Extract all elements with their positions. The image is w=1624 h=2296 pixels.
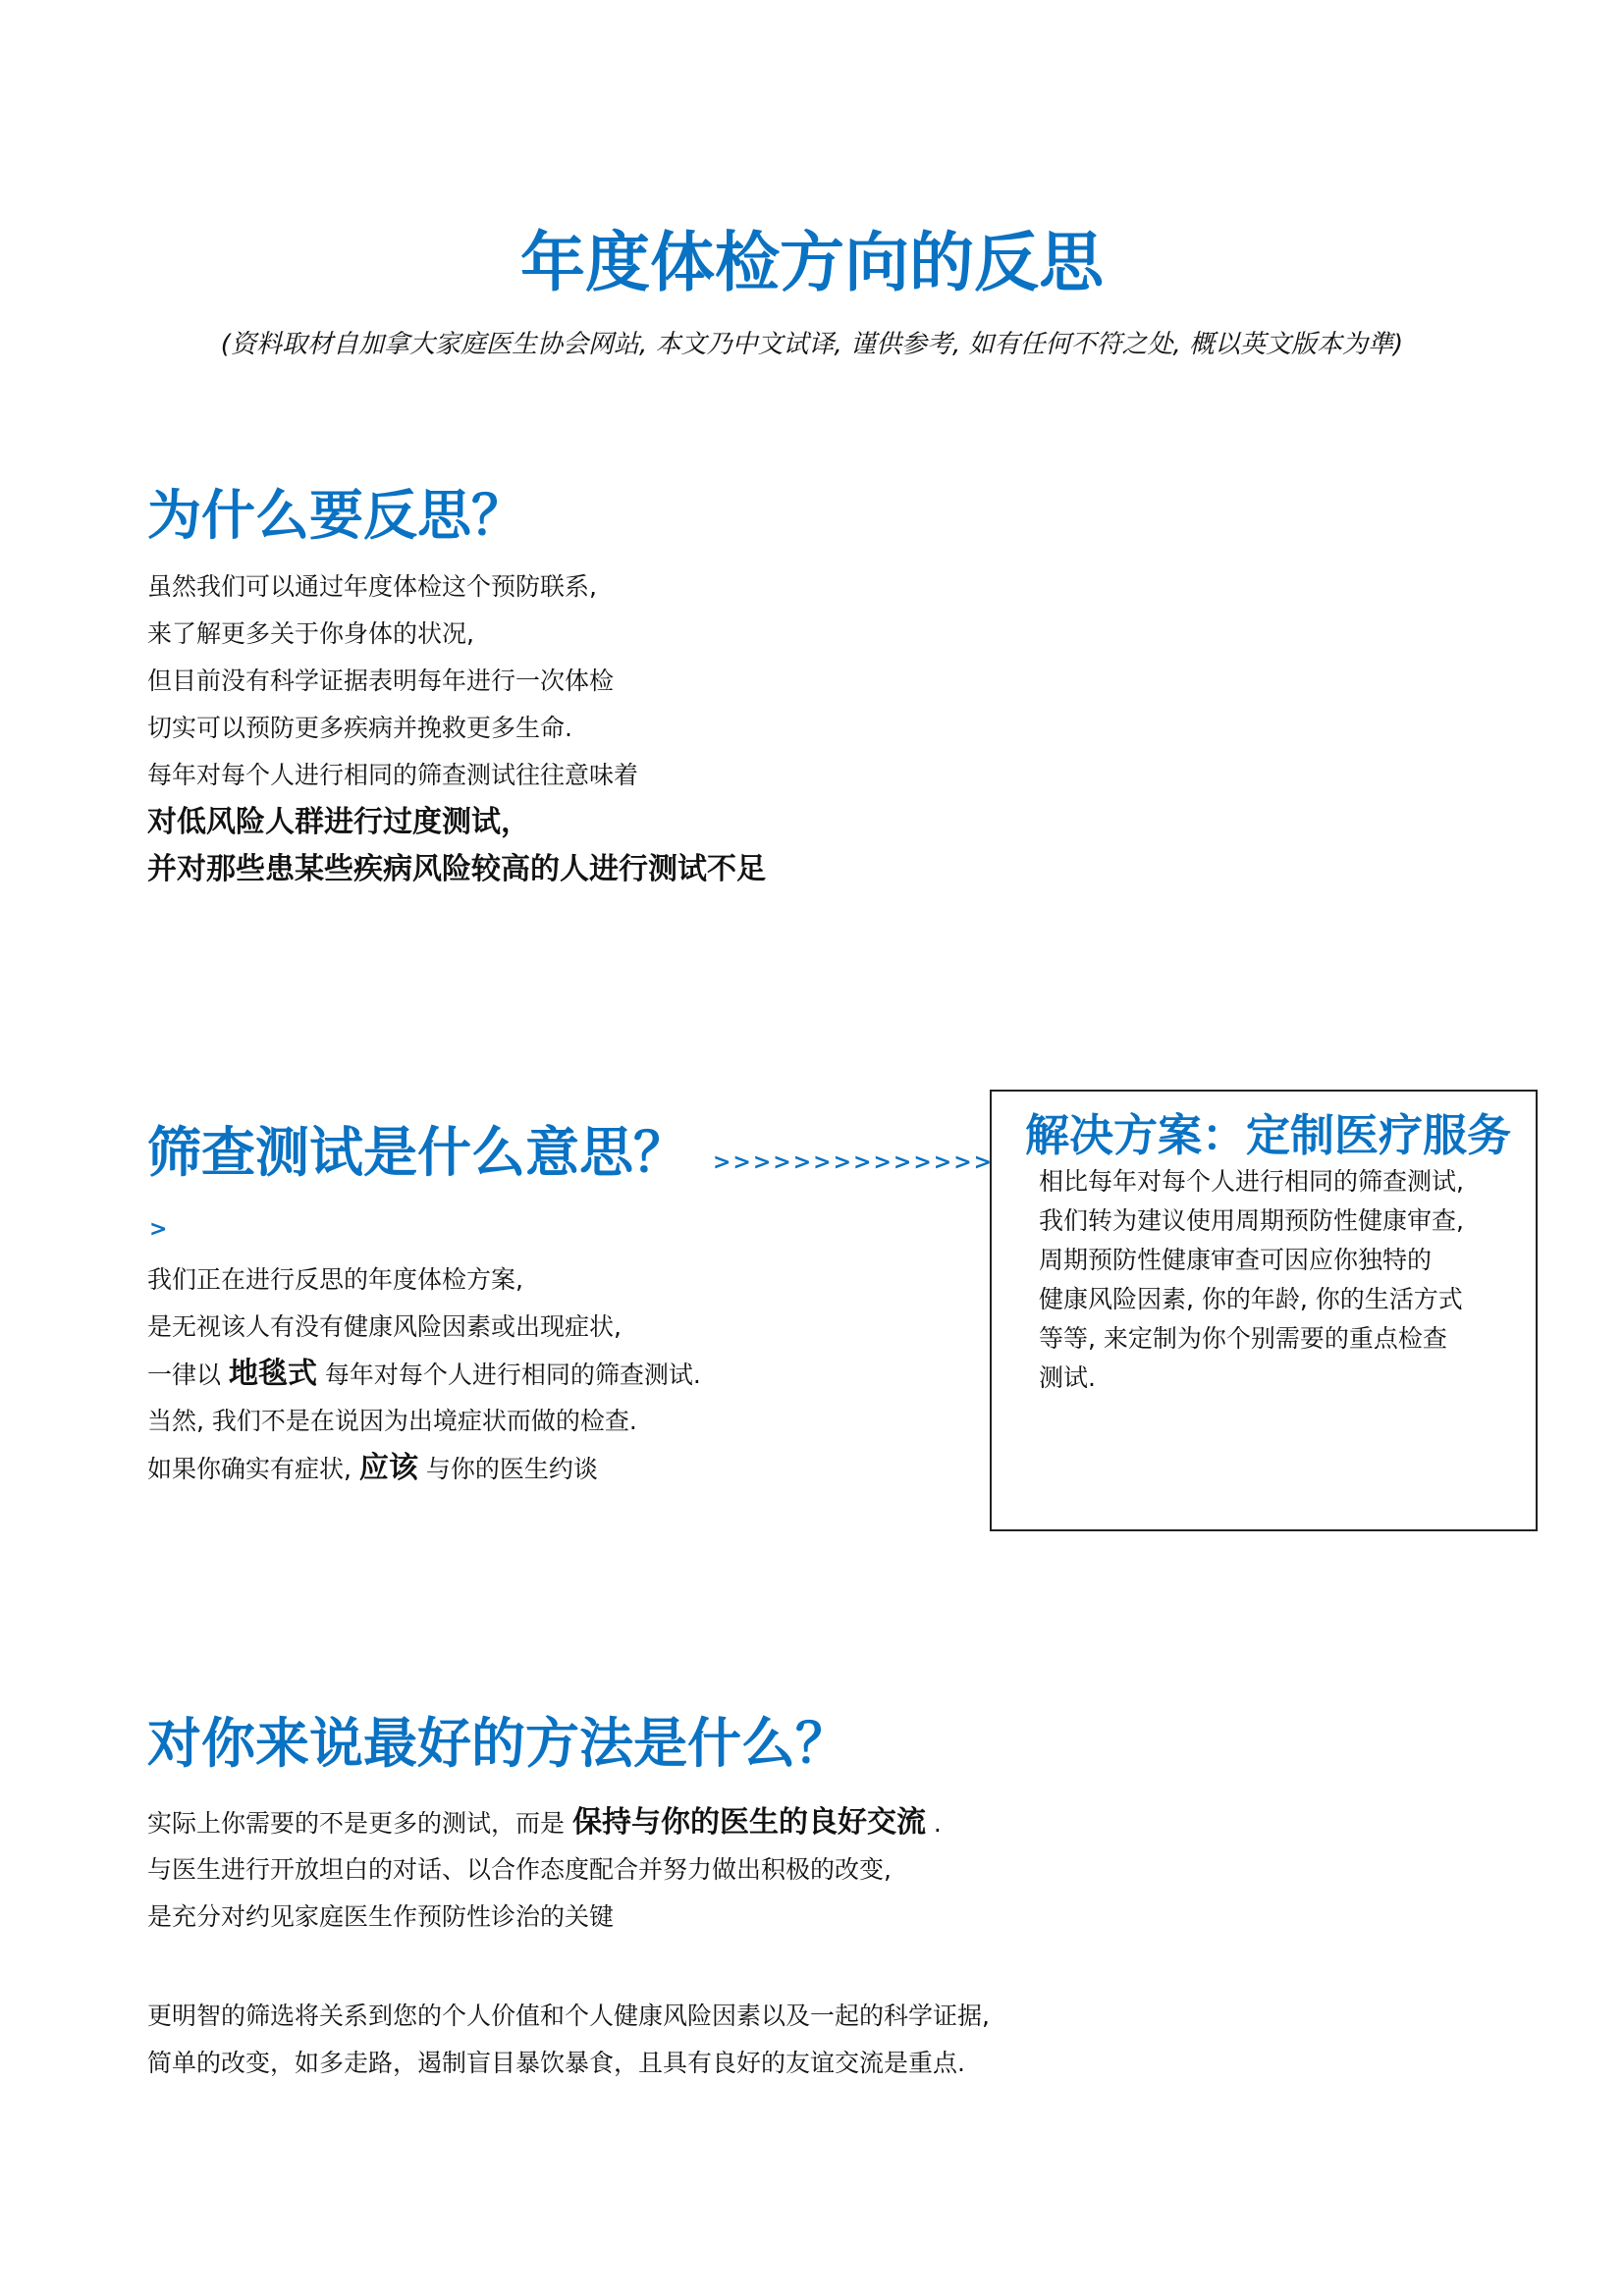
body-line: 是无视该人有没有健康风险因素或出现症状, (147, 1312, 622, 1341)
solution-heading: 解决方案：定制医疗服务 (1025, 1109, 1512, 1161)
body-line: 等等, 来定制为你个别需要的重点检查 (1039, 1324, 1447, 1353)
section-best-approach-body (147, 1799, 942, 1941)
body-line (147, 1445, 701, 1492)
body-line: 更明智的筛选将关系到您的个人价值和个人健康风险因素以及一起的科学证据, (147, 2002, 990, 2030)
emphasis-text: 保持与你的医生的良好交流 (571, 1805, 926, 1840)
section-why-heading: 为什么要反思？ (147, 484, 526, 547)
body-line: 我们转为建议使用周期预防性健康审查, (1039, 1206, 1464, 1235)
body-line-bold: 对低风险人群进行过度测试， (147, 805, 530, 839)
section-why-body (147, 563, 766, 893)
solution-box (990, 1090, 1538, 1531)
body-line: 与医生进行开放坦白的对话、以合作态度配合并努力做出积极的改变, (147, 1855, 892, 1884)
page-subtitle: (资料取材自加拿大家庭医生协会网站, 本文乃中文试译, 谨供参考, 如有任何不符之处, 概以英文版本为準) (220, 330, 1404, 359)
body-line: 是充分对约见家庭医生作预防性诊治的关键 (147, 1902, 615, 1931)
body-line: 我们正在进行反思的年度体检方案, (147, 1265, 523, 1294)
solution-body (1039, 1162, 1464, 1398)
emphasis-text: 应该 (358, 1451, 418, 1485)
body-line: 测试. (1039, 1363, 1096, 1392)
emphasis-text: 地毯式 (228, 1357, 317, 1391)
body-line: 切实可以预防更多疾病并挽救更多生命. (147, 714, 572, 742)
body-line (147, 1799, 942, 1846)
arrow-decoration: >>>>>>>>>>>>>> (713, 1150, 995, 1175)
body-line: 每年对每个人进行相同的筛查测试往往意味着 (147, 761, 639, 789)
body-line: 虽然我们可以通过年度体检这个预防联系, (147, 572, 597, 601)
body-line: 健康风险因素, 你的年龄, 你的生活方式 (1039, 1285, 1463, 1313)
body-line: 简单的改变，如多走路，遏制盲目暴饮暴食，且具有良好的友谊交流是重点. (147, 2049, 965, 2077)
body-line: 当然, 我们不是在说因为出境症状而做的检查. (147, 1407, 637, 1435)
section-best-approach-body-2 (147, 1993, 990, 2087)
body-line: 来了解更多关于你身体的状况, (147, 619, 474, 648)
body-line (147, 1351, 701, 1398)
section-screening-body (147, 1256, 701, 1492)
section-screening-heading: 筛查测试是什么意思？ (147, 1121, 688, 1184)
section-best-approach-heading: 对你来说最好的方法是什么？ (147, 1712, 850, 1775)
text-run: 与你的医生约谈 (425, 1455, 598, 1483)
body-line: 周期预防性健康审查可因应你独特的 (1039, 1246, 1433, 1274)
body-line: 相比每年对每个人进行相同的筛查测试, (1039, 1167, 1464, 1196)
body-line: 但目前没有科学证据表明每年进行一次体检 (147, 667, 615, 695)
page-title: 年度体检方向的反思 (520, 225, 1104, 300)
text-run: 一律以 (147, 1361, 222, 1389)
text-run: 如果你确实有症状, (147, 1455, 352, 1483)
arrow-decoration-tail: > (149, 1217, 170, 1242)
body-line-bold: 并对那些患某些疾病风险较高的人进行测试不足 (147, 852, 766, 886)
text-run: 实际上你需要的不是更多的测试，而是 (147, 1809, 566, 1838)
text-run: . (933, 1809, 942, 1838)
text-run: 每年对每个人进行相同的筛查测试. (324, 1361, 701, 1389)
